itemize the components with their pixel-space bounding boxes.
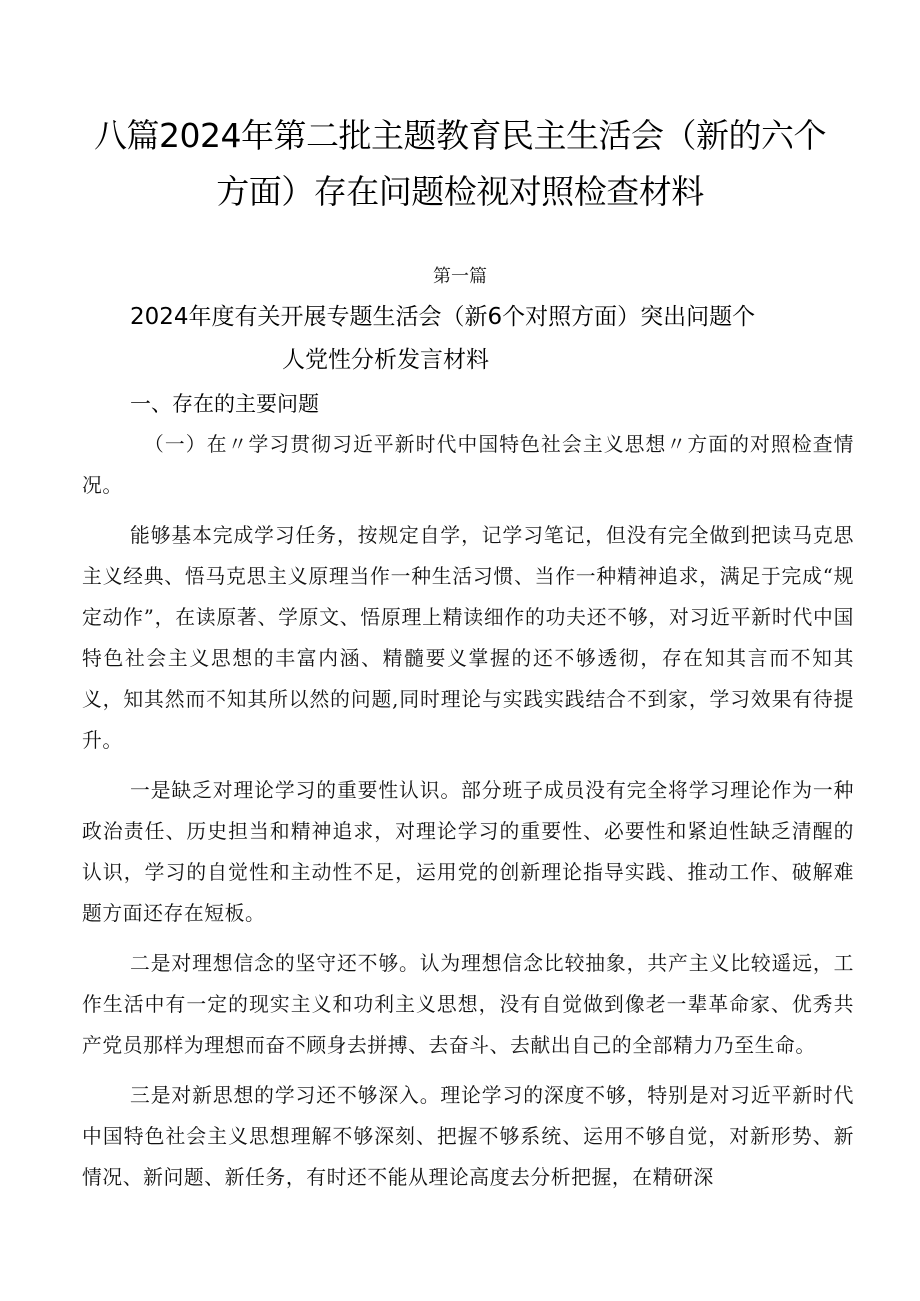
subtitle-line-2: 人党性分析发言材料: [282, 347, 489, 373]
body-text: [82, 424, 854, 1207]
document-title: [60, 108, 860, 220]
section-heading: 一、存在的主要问题: [130, 392, 319, 416]
article-subtitle: [100, 296, 880, 382]
piece-label: 第一篇: [433, 266, 487, 287]
paragraph-item-1: （一）在〃学习贯彻习近平新时代中国特色社会主义思想〃方面的对照检查情况。: [82, 433, 854, 497]
paragraph-item-3: 一是缺乏对理论学习的重要性认识。部分班子成员没有完全将学习理论作为一种政治责任、历史担当和精神追求，对理论学习的重要性、必要性和紧迫性缺乏清醒的认识，学习的自觉性和主动性不足，运用党的创新理论指导实践、推动工作、破解难题方面还存在短板。: [82, 779, 854, 925]
title-line-2: 方面）存在问题检视对照检查材料: [216, 172, 704, 211]
paragraph-item-4: 二是对理想信念的坚守还不够。认为理想信念比较抽象，共产主义比较遥远，工作生活中有一定的现实主义和功利主义思想，没有自觉做到像老一辈革命家、优秀共产党员那样为理想而奋不顾身去拼搏、去奋斗、去献出自己的全部精力乃至生命。: [82, 952, 854, 1057]
subtitle-line-1: 2024年度有关开展专题生活会（新6个对照方面）突出问题个: [130, 304, 756, 330]
title-line-1: 八篇2024年第二批主题教育民主生活会（新的六个: [94, 116, 826, 155]
paragraph-item-5: 三是对新思想的学习还不够深入。理论学习的深度不够，特别是对习近平新时代中国特色社会主义思想理解不够深刻、把握不够系统、运用不够自觉，对新形势、新情况、新问题、新任务，有时还不能从理论高度去分析把握，在精研深: [82, 1084, 854, 1189]
paragraph-item-2: 能够基本完成学习任务，按规定自学，记学习笔记，但没有完全做到把读马克思主义经典、悟马克思主义原理当作一种生活习惯、当作一种精神追求，满足于完成“规定动作”，在读原著、学原文、悟原理上精读细作的功夫还不够，对习近平新时代中国特色社会主义思想的丰富内涵、精髓要义掌握的还不够透彻，存在知其言而不知其义，知其然而不知其所以然的问题,同时理论与实践实践结合不到家，学习效果有待提升。: [82, 524, 854, 752]
